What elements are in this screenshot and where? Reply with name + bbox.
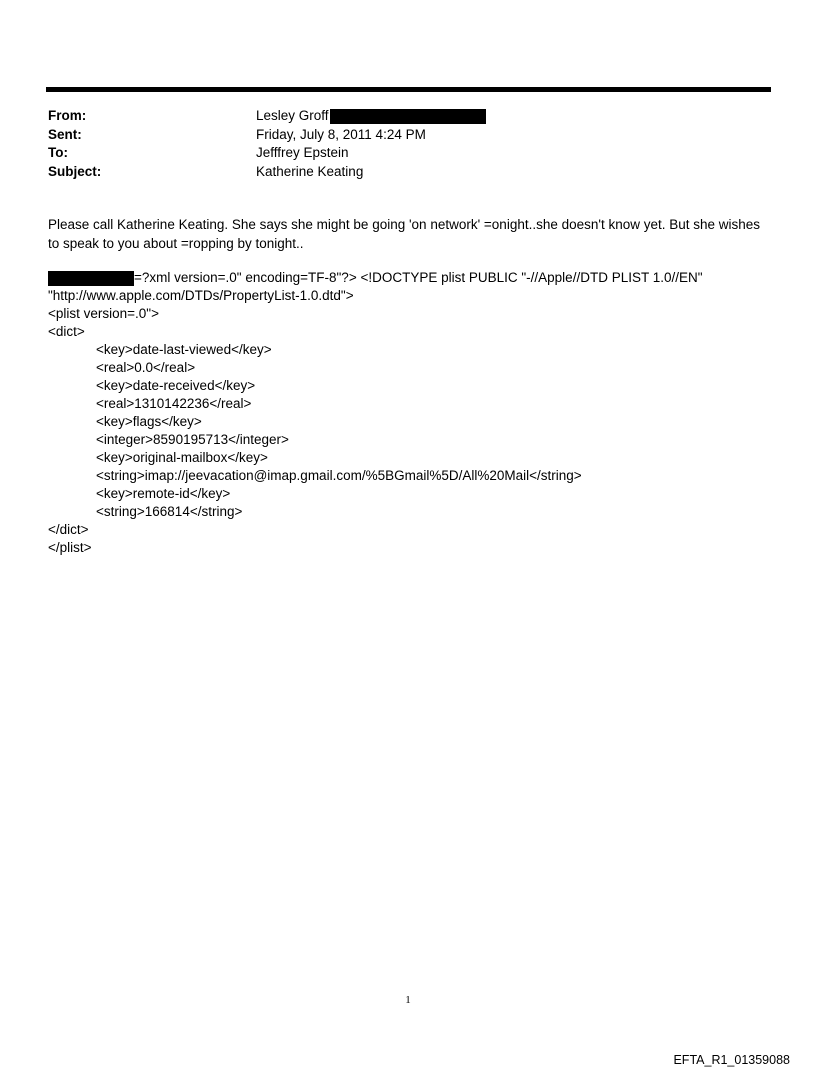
subject-value: Katherine Keating bbox=[256, 163, 364, 179]
xml-line: <key>date-last-viewed</key> bbox=[96, 342, 272, 357]
page-number: 1 bbox=[405, 994, 411, 1006]
xml-plist-block bbox=[48, 269, 768, 557]
redaction-box-xml bbox=[48, 271, 134, 286]
xml-line: </plist> bbox=[48, 540, 92, 555]
email-header bbox=[48, 107, 748, 181]
xml-line: <key>remote-id</key> bbox=[96, 486, 231, 501]
from-label: From: bbox=[48, 108, 87, 123]
to-value: Jefffrey Epstein bbox=[256, 145, 349, 160]
from-value: Lesley Groff bbox=[256, 108, 329, 123]
to-label: To: bbox=[48, 145, 68, 160]
xml-line: <plist version=.0"> bbox=[48, 306, 159, 321]
xml-line: <key>date-received</key> bbox=[96, 378, 256, 393]
redaction-box-email bbox=[330, 109, 486, 124]
xml-line: <real>0.0</real> bbox=[96, 360, 196, 375]
from-value-wrap bbox=[256, 107, 486, 126]
email-body: Please call Katherine Keating. She says she might be going 'on network' =onight..she doesn't know yet. But she wishes to speak to you about =ropping by tonight.. bbox=[48, 217, 761, 251]
xml-line: "http://www.apple.com/DTDs/PropertyList-1.0.dtd"> bbox=[48, 288, 354, 303]
top-divider-rule bbox=[46, 87, 771, 92]
xml-line: <integer>8590195713</integer> bbox=[96, 432, 289, 447]
xml-line: <key>original-mailbox</key> bbox=[96, 450, 268, 465]
sent-value: Friday, July 8, 2011 4:24 PM bbox=[256, 126, 426, 142]
xml-text: =?xml version=.0" encoding=TF-8"?> <!DOCTYPE plist PUBLIC "-//Apple//DTD PLIST 1.0//EN" bbox=[134, 270, 703, 285]
xml-line: <string>imap://jeevacation@imap.gmail.com/%5BGmail%5D/All%20Mail</string> bbox=[96, 468, 582, 483]
document-id: EFTA_R1_01359088 bbox=[673, 1053, 790, 1067]
xml-line: <dict> bbox=[48, 324, 85, 339]
subject-row bbox=[48, 163, 748, 182]
xml-line: <key>flags</key> bbox=[96, 414, 202, 429]
sent-row bbox=[48, 126, 748, 145]
xml-line: <real>1310142236</real> bbox=[96, 396, 252, 411]
sent-label: Sent: bbox=[48, 126, 82, 142]
xml-line bbox=[48, 269, 768, 287]
subject-label: Subject: bbox=[48, 163, 102, 179]
xml-line: <string>166814</string> bbox=[96, 504, 243, 519]
to-row bbox=[48, 144, 748, 163]
from-row bbox=[48, 107, 748, 126]
xml-line: </dict> bbox=[48, 522, 89, 537]
